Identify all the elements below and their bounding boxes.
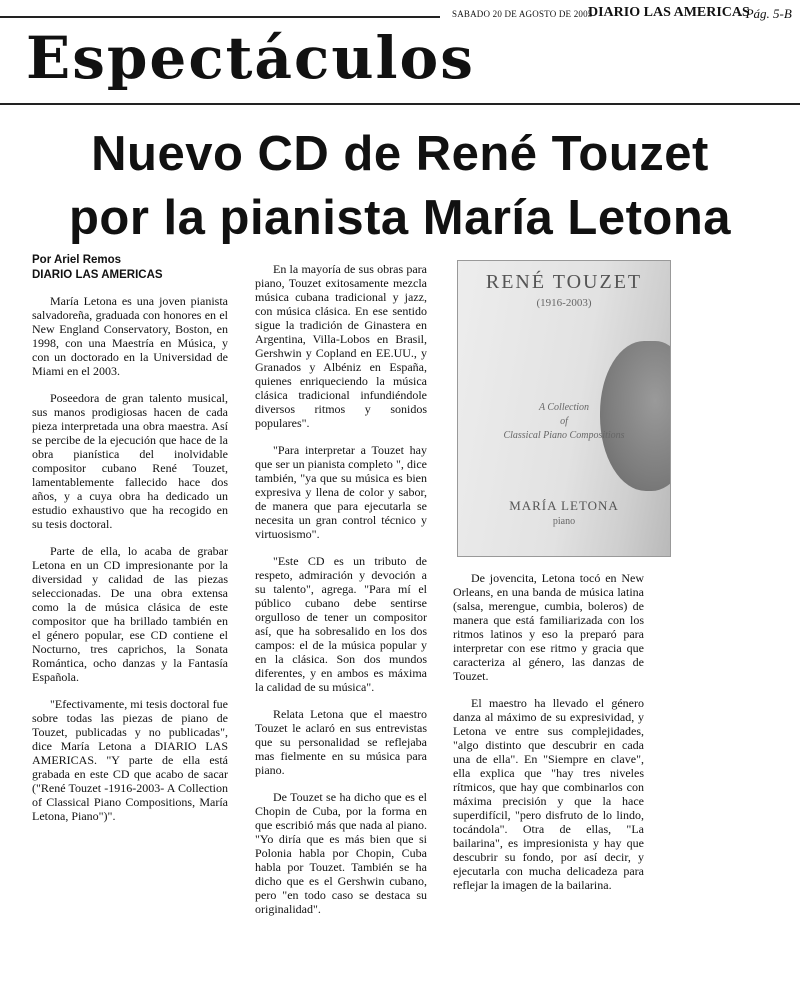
cover-subtitle-2: of	[560, 416, 568, 427]
paragraph: "Para interpretar a Touzet hay que ser un pianista completo ", dice también, "ya que su música es bien expresiva y llena de color y sabor, de manera que para ejecutarla se necesita un gran control técnico y virtuosismo".	[255, 443, 427, 541]
issue-date: SABADO 20 DE AGOSTO DE 2005	[452, 9, 593, 19]
cover-subtitle-3: Classical Piano Compositions	[503, 430, 625, 441]
headline-line-1: Nuevo CD de René Touzet	[91, 127, 709, 181]
headline-line-2: por la pianista María Letona	[68, 191, 732, 245]
article-column-1	[32, 294, 228, 836]
cover-subtitle	[458, 401, 670, 443]
paragraph: En la mayoría de sus obras para piano, Touzet exitosamente mezcla música cubana tradicional y jazz, con música clásica. En ese sentido sigue la tradición de Ginastera en Argentina, Villa-Lobos en Brasil, Gershwin y Copland en EE.UU., y Granados y Albéniz en España, quienes enriqueciendo la música clásica tradicional infundiéndole diversos ritmos y sonidos populares".	[255, 262, 427, 430]
paragraph: Relata Letona que el maestro Touzet le aclaró en sus entrevistas que su personalidad se reflejaba mas fielmente en su música para piano.	[255, 707, 427, 777]
article-column-3	[453, 571, 644, 905]
paragraph: Poseedora de gran talento musical, sus manos prodigiosas hacen de cada pieza interpretada una obra maestra. Así se percibe de la ejecución que hace de la obra pianística del inolvidable compositor cubano René Touzet, lamentablemente fallecido hace dos años, y a cuya obra ha dedicado un estudio exhaustivo que ha recogido en su tesis doctoral.	[32, 391, 228, 531]
byline-author: Por Ariel Remos	[32, 254, 122, 266]
cover-subtitle-1: A Collection	[538, 402, 590, 413]
cover-performer: MARÍA LETONA	[509, 498, 619, 513]
paragraph: El maestro ha llevado el género danza al máximo de su expresividad, y Letona ve entre sus complejidades, "algo distinto que descubrir en cada una de ella". En "Siempre en clave", ella explica que "hay tres niveles rítmicos, que hay que combinarlos con máxima precisión y que la hace superdifícil, "pero disfruto de lo lindo, tocándola". Otra de ellas, "La bailarina", es impresionista y hay que descubrir su fondo, por así decir, y ejecutarla con mucha delicadeza para reflejar la imagen de la bailarina.	[453, 696, 644, 892]
section-title: Espectáculos	[26, 24, 475, 92]
byline-outlet: DIARIO LAS AMERICAS	[32, 269, 163, 281]
article-column-2	[255, 262, 427, 929]
newspaper-name: DIARIO LAS AMERICAS	[588, 5, 750, 20]
paragraph: De Touzet se ha dicho que es el Chopin de Cuba, por la forma en que escribió más que nada al piano. "Yo diría que es más bien que si Polonia habla por Chopin, Cuba habla por Touzet. También se ha dicho que es el Gershwin cubano, pero "en todo caso se destaca su originalidad".	[255, 790, 427, 916]
paragraph: Parte de ella, lo acaba de grabar Letona en un CD impresionante por la diversidad y calidad de las piezas seleccionadas. De una obra extensa como la de música clásica de este compositor que ha brillado también en el género popular, ese CD contiene el Nocturno, tres caprichos, la Sonata Romántica, ocho danzas y la Fantasía Española.	[32, 544, 228, 684]
paragraph: María Letona es una joven pianista salvadoreña, graduada con honores en el New England Conservatory, Boston, en 1998, con una Maestría en Música, y con un doctorado en la Universidad de Miami en el 2003.	[32, 294, 228, 378]
cover-years: (1916-2003)	[536, 297, 592, 309]
cover-role: piano	[552, 516, 576, 527]
section-rule	[0, 103, 800, 105]
byline	[32, 253, 163, 283]
album-cover-photo	[457, 260, 671, 557]
paragraph: "Efectivamente, mi tesis doctoral fue sobre todas las piezas de piano de Touzet, publicadas y no publicadas", dice María Letona a DIARIO LAS AMERICAS. "Y parte de ella está grabada en este CD que acabo de sacar ("René Touzet -1916-2003- A Collection of Classical Piano Compositions, María Letona, Piano")".	[32, 697, 228, 823]
paragraph: "Este CD es un tributo de respeto, admiración y devoción a su talento", agrega. "Para mí el público cubano debe sentirse orgulloso de tener un compositor así, que ha sobresalido en los dos campos: el de la música popular y en la clásica. Son dos mundos diferentes, y en ambos es máxima la calidad de su música".	[255, 554, 427, 694]
paragraph: De jovencita, Letona tocó en New Orleans, en una banda de música latina (salsa, merengue, cumbia, boleros) de manera que está familiarizada con los ritmos latinos y eso la preparó para interpretar con ese ritmo y gracia que caracteriza al género, las danzas de Touzet.	[453, 571, 644, 683]
page-number: - Pág. 5-B	[738, 6, 792, 21]
cover-title: RENÉ TOUZET	[485, 271, 643, 293]
